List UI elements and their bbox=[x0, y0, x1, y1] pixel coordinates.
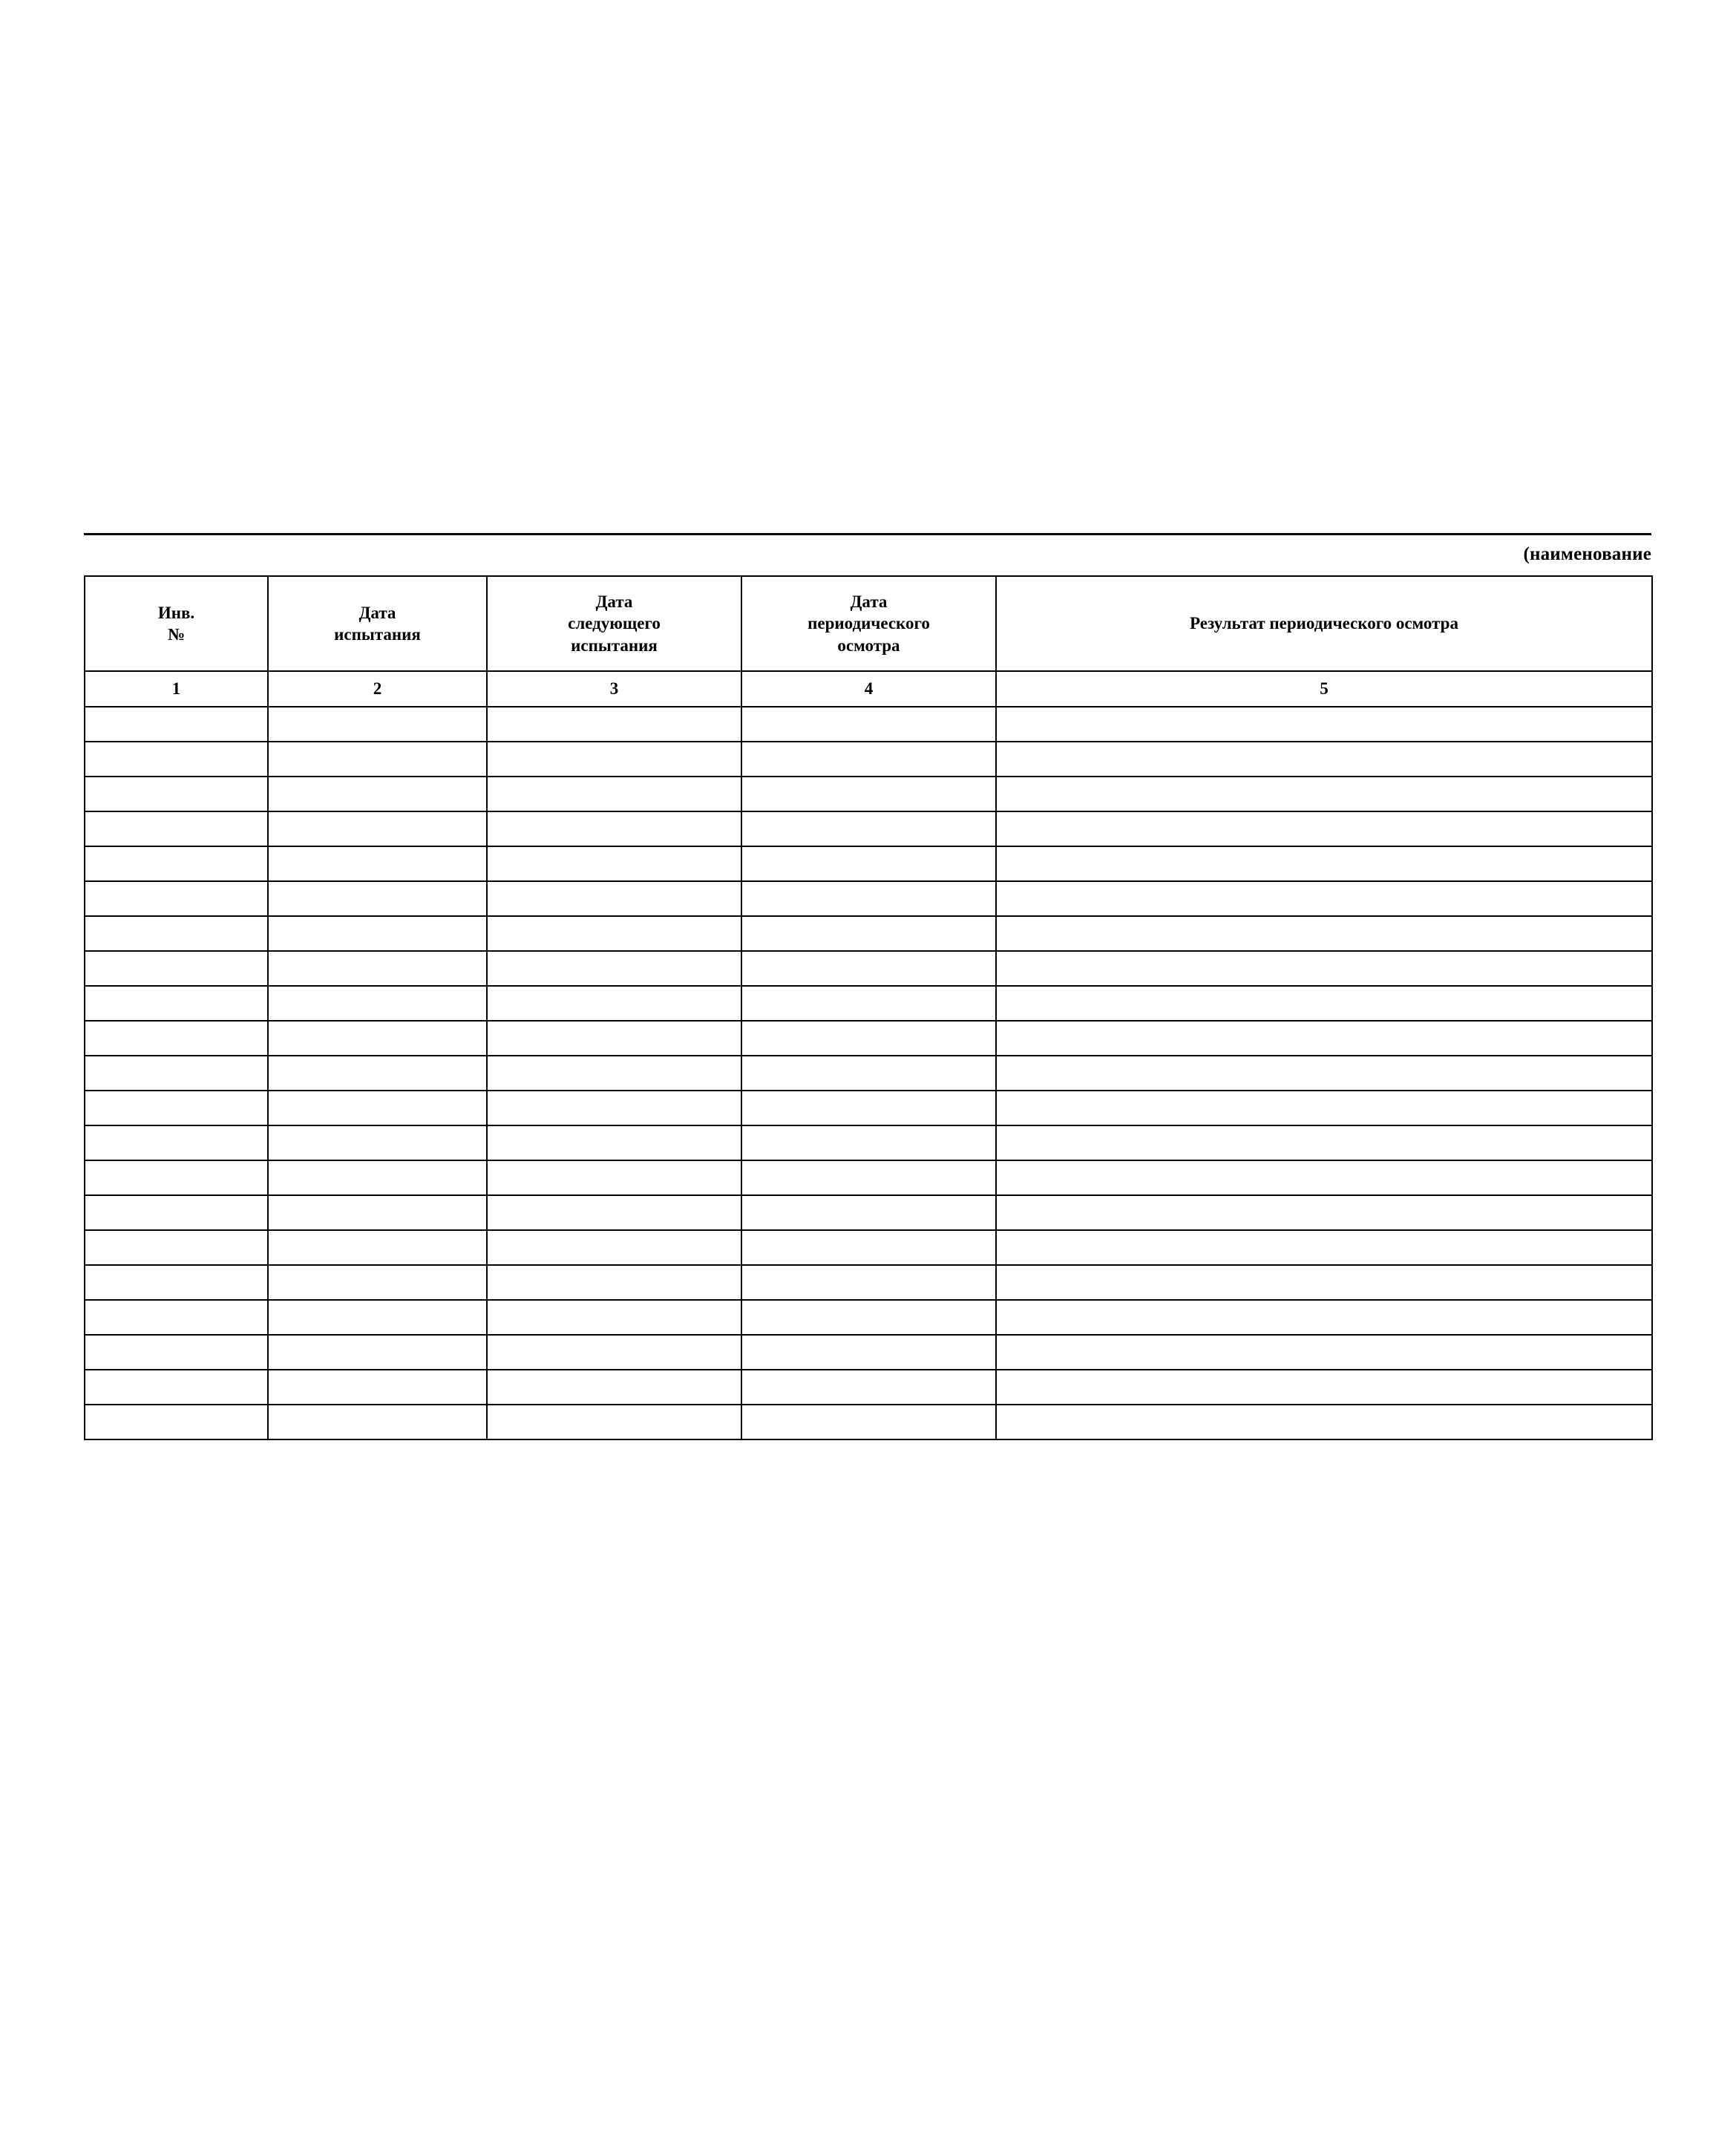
table-cell[interactable] bbox=[268, 1021, 487, 1056]
table-cell[interactable] bbox=[741, 1160, 996, 1195]
header-line: Дата bbox=[358, 603, 396, 622]
table-cell[interactable] bbox=[268, 1195, 487, 1230]
table-cell[interactable] bbox=[996, 1370, 1652, 1405]
table-cell[interactable] bbox=[85, 1125, 268, 1160]
table-row bbox=[85, 986, 1652, 1021]
table-cell[interactable] bbox=[268, 777, 487, 811]
table-cell[interactable] bbox=[85, 707, 268, 742]
header-line: испытания bbox=[571, 635, 658, 655]
table-cell[interactable] bbox=[996, 742, 1652, 777]
table-cell[interactable] bbox=[487, 1056, 741, 1091]
table-header bbox=[85, 576, 1652, 707]
table-row bbox=[85, 1230, 1652, 1265]
table-cell[interactable] bbox=[487, 986, 741, 1021]
table-cell[interactable] bbox=[268, 986, 487, 1021]
table-cell[interactable] bbox=[85, 1056, 268, 1091]
table-cell[interactable] bbox=[741, 1335, 996, 1370]
column-number: 1 bbox=[85, 671, 268, 707]
table-cell[interactable] bbox=[996, 1195, 1652, 1230]
column-number-row bbox=[85, 671, 1652, 707]
table-cell[interactable] bbox=[741, 1370, 996, 1405]
table-cell[interactable] bbox=[741, 1021, 996, 1056]
table-cell[interactable] bbox=[741, 1265, 996, 1300]
table-header-row bbox=[85, 576, 1652, 671]
table-cell[interactable] bbox=[487, 1195, 741, 1230]
header-inventory-number bbox=[85, 576, 268, 671]
table-cell[interactable] bbox=[741, 742, 996, 777]
table-cell[interactable] bbox=[741, 1195, 996, 1230]
header-line: Дата bbox=[850, 592, 888, 611]
table-cell[interactable] bbox=[996, 1230, 1652, 1265]
table-cell[interactable] bbox=[268, 1091, 487, 1125]
top-caption-text: (наименование bbox=[1523, 544, 1651, 564]
table-cell[interactable] bbox=[268, 742, 487, 777]
header-line: № bbox=[167, 625, 186, 644]
table-cell[interactable] bbox=[741, 846, 996, 881]
table-cell[interactable] bbox=[996, 916, 1652, 951]
table-cell[interactable] bbox=[996, 846, 1652, 881]
table-cell[interactable] bbox=[487, 777, 741, 811]
table-cell[interactable] bbox=[487, 1091, 741, 1125]
table-cell[interactable] bbox=[996, 1056, 1652, 1091]
table-cell[interactable] bbox=[741, 916, 996, 951]
header-line: Инв. bbox=[157, 603, 195, 622]
table-cell[interactable] bbox=[85, 1335, 268, 1370]
table-cell[interactable] bbox=[487, 1230, 741, 1265]
table-cell[interactable] bbox=[996, 1091, 1652, 1125]
table-cell[interactable] bbox=[85, 742, 268, 777]
header-line: периодического bbox=[808, 614, 930, 633]
table-cell[interactable] bbox=[741, 1230, 996, 1265]
table-cell[interactable] bbox=[85, 986, 268, 1021]
table-row bbox=[85, 777, 1652, 811]
table-cell[interactable] bbox=[268, 1335, 487, 1370]
table-cell[interactable] bbox=[268, 916, 487, 951]
table-cell[interactable] bbox=[741, 1091, 996, 1125]
column-number: 4 bbox=[741, 671, 996, 707]
table-cell[interactable] bbox=[85, 1160, 268, 1195]
table-cell[interactable] bbox=[85, 846, 268, 881]
inspection-register-table bbox=[84, 575, 1653, 1440]
table-cell[interactable] bbox=[268, 951, 487, 986]
table-cell[interactable] bbox=[741, 1056, 996, 1091]
table-cell[interactable] bbox=[268, 1160, 487, 1195]
table-cell[interactable] bbox=[487, 1125, 741, 1160]
column-number: 2 bbox=[268, 671, 487, 707]
table-cell[interactable] bbox=[487, 916, 741, 951]
table-row bbox=[85, 1335, 1652, 1370]
table-row bbox=[85, 1265, 1652, 1300]
header-inspection-result bbox=[996, 576, 1652, 671]
table-cell[interactable] bbox=[996, 811, 1652, 846]
table-cell[interactable] bbox=[487, 1160, 741, 1195]
table-row bbox=[85, 1021, 1652, 1056]
table-cell[interactable] bbox=[85, 1195, 268, 1230]
table-cell[interactable] bbox=[268, 1056, 487, 1091]
table-cell[interactable] bbox=[741, 707, 996, 742]
table-row bbox=[85, 1160, 1652, 1195]
table-cell[interactable] bbox=[85, 1265, 268, 1300]
table-row bbox=[85, 1300, 1652, 1335]
table-row bbox=[85, 1056, 1652, 1091]
header-line: испытания bbox=[334, 625, 421, 644]
table-row bbox=[85, 1195, 1652, 1230]
table-cell[interactable] bbox=[741, 951, 996, 986]
header-next-test-date bbox=[487, 576, 741, 671]
table-cell[interactable] bbox=[741, 1405, 996, 1439]
table-cell[interactable] bbox=[741, 811, 996, 846]
table-cell[interactable] bbox=[268, 1405, 487, 1439]
table-cell[interactable] bbox=[85, 1091, 268, 1125]
table-cell[interactable] bbox=[268, 1125, 487, 1160]
table-cell[interactable] bbox=[741, 777, 996, 811]
header-line: Результат периодического осмотра bbox=[1190, 614, 1458, 633]
table-cell[interactable] bbox=[487, 811, 741, 846]
table-row bbox=[85, 951, 1652, 986]
table-cell[interactable] bbox=[487, 1265, 741, 1300]
table-cell[interactable] bbox=[996, 1300, 1652, 1335]
table-cell[interactable] bbox=[996, 1405, 1652, 1439]
table-cell[interactable] bbox=[487, 1021, 741, 1056]
table-cell[interactable] bbox=[487, 951, 741, 986]
table-cell[interactable] bbox=[85, 951, 268, 986]
table-cell[interactable] bbox=[268, 1370, 487, 1405]
table-cell[interactable] bbox=[268, 1300, 487, 1335]
table-cell[interactable] bbox=[85, 1370, 268, 1405]
table-cell[interactable] bbox=[996, 1160, 1652, 1195]
table-row bbox=[85, 881, 1652, 916]
table-row bbox=[85, 1091, 1652, 1125]
table-row bbox=[85, 916, 1652, 951]
table-cell[interactable] bbox=[85, 1405, 268, 1439]
table-cell[interactable] bbox=[996, 707, 1652, 742]
table-cell[interactable] bbox=[996, 777, 1652, 811]
table-cell[interactable] bbox=[85, 1300, 268, 1335]
table-cell[interactable] bbox=[85, 777, 268, 811]
header-test-date bbox=[268, 576, 487, 671]
table-cell[interactable] bbox=[487, 881, 741, 916]
table-row bbox=[85, 1125, 1652, 1160]
table-cell[interactable] bbox=[996, 1125, 1652, 1160]
table-row bbox=[85, 742, 1652, 777]
header-line: следующего bbox=[568, 614, 661, 633]
header-periodic-inspection-date bbox=[741, 576, 996, 671]
table-cell[interactable] bbox=[268, 811, 487, 846]
table-cell[interactable] bbox=[85, 1230, 268, 1265]
table-cell[interactable] bbox=[741, 1125, 996, 1160]
table-cell[interactable] bbox=[741, 986, 996, 1021]
table-cell[interactable] bbox=[996, 1265, 1652, 1300]
column-number: 3 bbox=[487, 671, 741, 707]
table-row bbox=[85, 811, 1652, 846]
table-cell[interactable] bbox=[268, 881, 487, 916]
header-line: осмотра bbox=[837, 635, 900, 655]
table-cell[interactable] bbox=[85, 881, 268, 916]
table-cell[interactable] bbox=[996, 986, 1652, 1021]
table-cell[interactable] bbox=[487, 1405, 741, 1439]
header-line: Дата bbox=[595, 592, 633, 611]
table-cell[interactable] bbox=[741, 881, 996, 916]
table-cell[interactable] bbox=[487, 742, 741, 777]
top-caption-rule bbox=[84, 533, 1651, 564]
table-cell[interactable] bbox=[487, 1300, 741, 1335]
table-cell[interactable] bbox=[487, 1335, 741, 1370]
table-cell[interactable] bbox=[996, 951, 1652, 986]
table-cell[interactable] bbox=[996, 881, 1652, 916]
table-cell[interactable] bbox=[487, 707, 741, 742]
column-number: 5 bbox=[996, 671, 1652, 707]
table-row bbox=[85, 707, 1652, 742]
table-cell[interactable] bbox=[996, 1021, 1652, 1056]
table-cell[interactable] bbox=[85, 811, 268, 846]
table-cell[interactable] bbox=[268, 707, 487, 742]
table-cell[interactable] bbox=[268, 1265, 487, 1300]
table-cell[interactable] bbox=[996, 1335, 1652, 1370]
table-cell[interactable] bbox=[85, 916, 268, 951]
table-cell[interactable] bbox=[487, 846, 741, 881]
table-cell[interactable] bbox=[85, 1021, 268, 1056]
table-body bbox=[85, 707, 1652, 1439]
table-cell[interactable] bbox=[487, 1370, 741, 1405]
table-row bbox=[85, 846, 1652, 881]
table-row bbox=[85, 1370, 1652, 1405]
table-cell[interactable] bbox=[268, 846, 487, 881]
table-cell[interactable] bbox=[268, 1230, 487, 1265]
table-row bbox=[85, 1405, 1652, 1439]
table-cell[interactable] bbox=[741, 1300, 996, 1335]
